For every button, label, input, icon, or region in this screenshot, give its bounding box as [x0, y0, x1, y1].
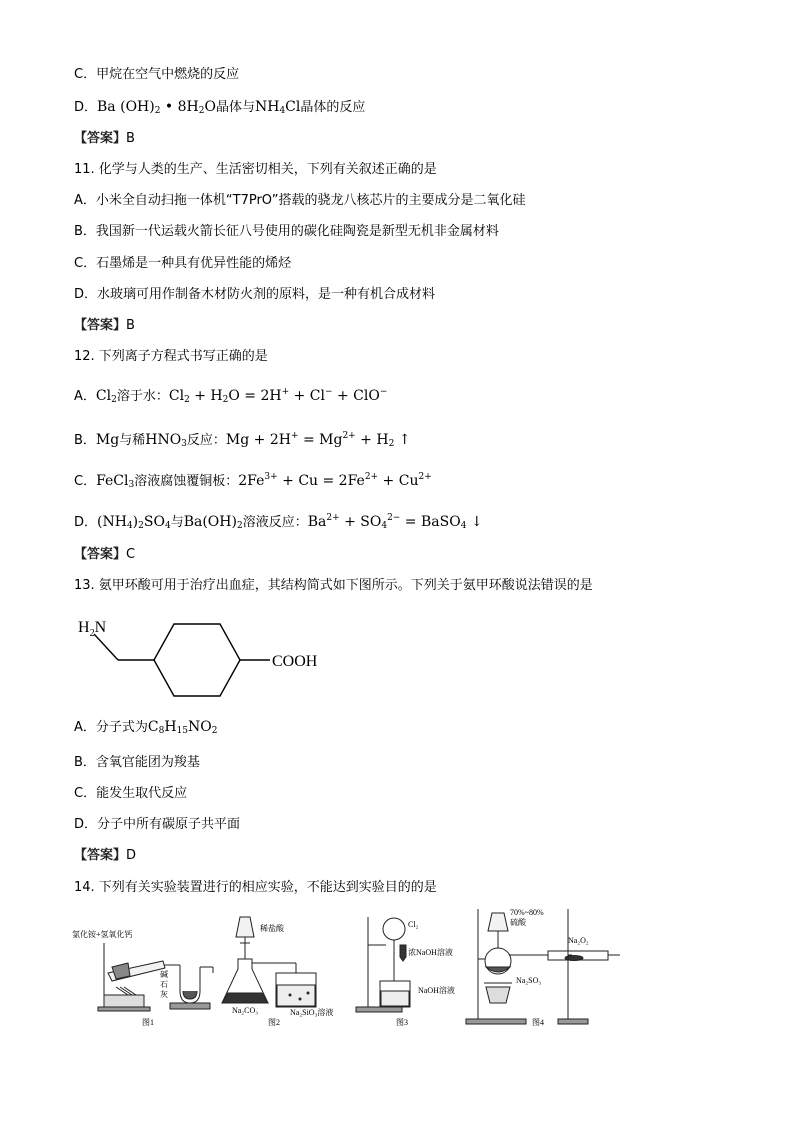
q11-stem: 11. 化学与人类的生产、生活密切相关，下列有关叙述正确的是 — [74, 162, 437, 177]
carboxyl-group-label: COOH — [272, 653, 318, 670]
fig1-lime-label-2: 石 — [160, 980, 168, 989]
q11-answer: 【答案】B — [74, 318, 135, 333]
figure-3-apparatus — [356, 917, 410, 1012]
tranexamic-acid-structure — [74, 612, 344, 702]
q13-option-c: C．能发生取代反应 — [74, 786, 188, 801]
fig1-lime-label-3: 灰 — [160, 990, 168, 999]
amine-group-label: $H_2N$ — [78, 619, 107, 639]
fig2-acid-label: 稀盐酸 — [260, 924, 284, 933]
fig2-na2co3-label: Na₂CO₃ — [232, 1006, 259, 1015]
fig4-na2o2-label: Na₂O₂ — [568, 936, 589, 945]
q14-stem: 14. 下列有关实验装置进行的相应实验，不能达到实验目的的是 — [74, 880, 437, 895]
fig4-acid-label-2: 硫酸 — [510, 918, 526, 927]
fig4-acid-label-1: 70%~80% — [510, 908, 544, 917]
q12-option-d: D．$(NH_4)_2SO_4$与$Ba(OH)_2$溶液反应：$Ba^{2+} + SO_4^{2-}$ = BaSO$_4$ ↓ — [74, 513, 483, 531]
q13-option-a: A．分子式为$C_8H_{15}NO_2$ — [74, 719, 218, 736]
fig1-caption: 图1 — [142, 1018, 154, 1027]
experiment-figures — [68, 903, 628, 1033]
fig3-cl2-label: Cl₂ — [408, 920, 419, 929]
fig2-silicate-label: Na₂SiO₃溶液 — [290, 1008, 334, 1017]
q10-option-c: C．甲烷在空气中燃烧的反应 — [74, 67, 240, 82]
q13-stem: 13. 氨甲环酸可用于治疗出血症，其结构简式如下图所示。下列关于氨甲环酸说法错误的是 — [74, 578, 593, 593]
q11-option-c: C．石墨烯是一种具有优异性能的烯烃 — [74, 256, 292, 271]
fig4-na2so3-label: Na₂SO₃ — [516, 976, 542, 985]
fig2-caption: 图2 — [268, 1018, 280, 1027]
q12-stem: 12. 下列离子方程式书写正确的是 — [74, 349, 268, 364]
fig1-lime-label-1: 碱 — [160, 970, 168, 979]
q13-answer: 【答案】D — [74, 848, 137, 863]
q10-answer: 【答案】B — [74, 131, 135, 146]
fig3-conc-naoh-label: 浓NaOH溶液 — [408, 948, 453, 957]
figure-1-apparatus — [98, 943, 213, 1011]
q12-option-b: B．Mg与稀$HNO_3$反应：$Mg + 2H^+ = Mg^{2+} + H_2$ ↑ — [74, 431, 411, 449]
q13-option-b: B．含氧官能团为羧基 — [74, 755, 200, 770]
q10-option-d: D．Ba $(OH)_2$ • $8H_2O$晶体与$NH_4Cl$晶体的反应 — [74, 99, 366, 116]
fig3-caption: 图3 — [396, 1018, 408, 1027]
fig4-caption: 图4 — [532, 1018, 544, 1027]
q12-answer: 【答案】C — [74, 547, 136, 562]
q12-option-c: C．FeCl$_3$溶液腐蚀覆铜板：$2Fe^{3+} + Cu = 2Fe^{2+} + Cu^{2+}$ — [74, 472, 432, 490]
q11-option-b: B．我国新一代运载火箭长征八号使用的碳化硅陶瓷是新型无机非金属材料 — [74, 224, 499, 239]
q13-option-d: D．分子中所有碳原子共平面 — [74, 817, 241, 832]
q11-option-a: A．小米全自动扫拖一体机“T7PrO”搭载的骁龙八核芯片的主要成分是二氧化硅 — [74, 193, 526, 208]
fig1-reagent-label: 氯化铵+氢氧化钙 — [72, 930, 133, 939]
figure-4-apparatus — [466, 909, 620, 1024]
q11-option-d: D．水玻璃可用作制备木材防火剂的原料，是一种有机合成材料 — [74, 287, 436, 302]
fig3-naoh-label: NaOH溶液 — [418, 986, 455, 995]
q12-option-a: A．$Cl_2$溶于水：$Cl_2 + H_2O = 2H^+ + Cl^- + ClO^-$ — [74, 387, 388, 405]
